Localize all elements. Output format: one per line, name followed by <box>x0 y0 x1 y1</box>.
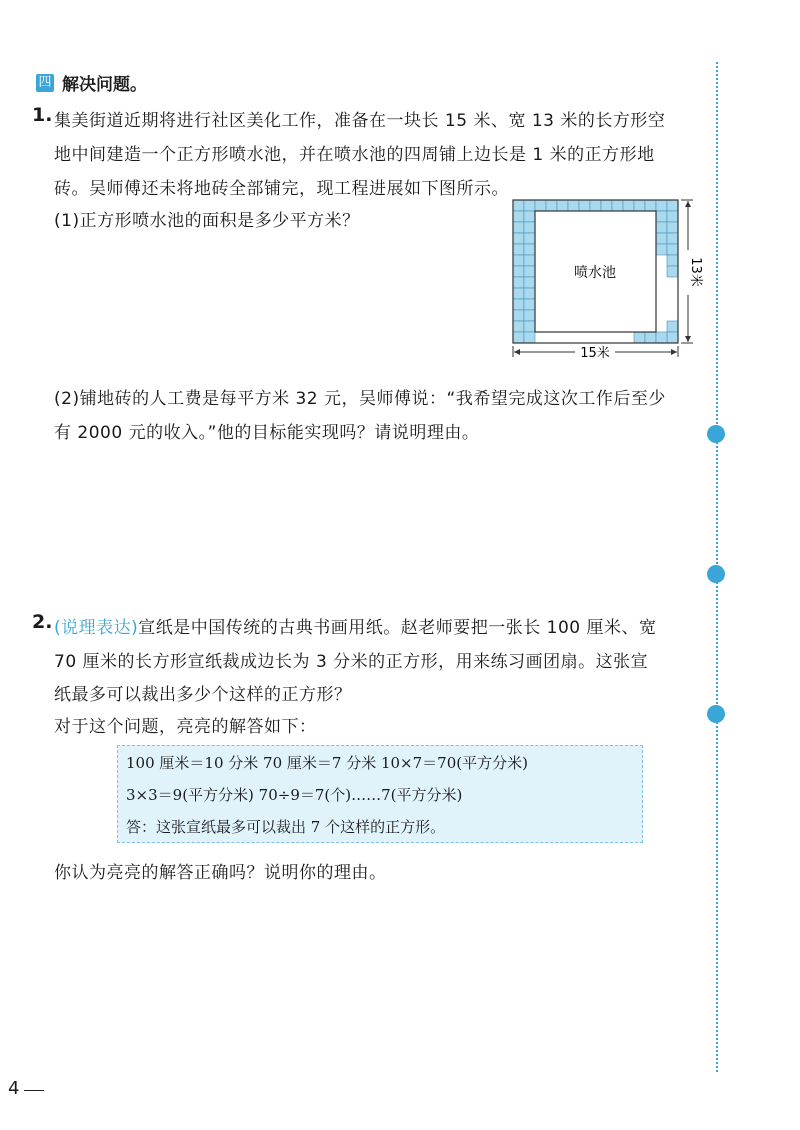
question-1-number: 1. <box>32 104 53 126</box>
floor-tile <box>667 222 678 233</box>
floor-tile <box>513 266 524 277</box>
width-label: 15米 <box>580 346 610 361</box>
question-1-line-3: 砖。吴师傅还未将地砖全部铺完，现工程进展如下图所示。 <box>54 179 509 199</box>
floor-tile <box>524 244 535 255</box>
floor-tile <box>667 244 678 255</box>
margin-marker-icon <box>707 705 725 723</box>
floor-tile <box>557 200 568 211</box>
floor-tile <box>524 288 535 299</box>
floor-tile <box>667 321 678 332</box>
answer-line-2: 3×3＝9(平方分米) 70÷9＝7(个)……7(平方分米) <box>126 786 463 804</box>
floor-tile <box>513 310 524 321</box>
floor-tile <box>524 255 535 266</box>
question-1-sub-2-line-2: 有 2000 元的收入。”他的目标能实现吗？请说明理由。 <box>54 423 480 443</box>
floor-tile <box>524 233 535 244</box>
height-label: 13米 <box>688 257 703 287</box>
floor-tile <box>667 332 678 343</box>
floor-tile <box>546 200 557 211</box>
floor-tile <box>656 200 667 211</box>
floor-tile <box>656 211 667 222</box>
floor-tile <box>524 222 535 233</box>
floor-tile <box>645 332 656 343</box>
margin-marker-icon <box>707 425 725 443</box>
floor-tile <box>634 332 645 343</box>
floor-tile <box>656 244 667 255</box>
floor-tile <box>667 211 678 222</box>
answer-line-1: 100 厘米＝10 分米 70 厘米＝7 分米 10×7＝70(平方分米) <box>126 754 528 772</box>
question-1-line-1: 集美街道近期将进行社区美化工作，准备在一块长 15 米、宽 13 米的长方形空 <box>54 111 666 131</box>
question-2-line-4: 对于这个问题，亮亮的解答如下： <box>54 717 317 737</box>
floor-tile <box>513 288 524 299</box>
question-2-tag: (说理表达) <box>54 618 139 638</box>
floor-tile <box>667 233 678 244</box>
floor-tile <box>513 255 524 266</box>
page-number-rule <box>24 1090 44 1091</box>
floor-tile <box>601 200 612 211</box>
question-2-line-1: (说理表达)宣纸是中国传统的古典书画用纸。赵老师要把一张长 100 厘米、宽 <box>54 618 657 638</box>
floor-tile <box>667 255 678 266</box>
floor-tile <box>513 222 524 233</box>
floor-tile <box>524 299 535 310</box>
question-1-sub-1: (1)正方形喷水池的面积是多少平方米？ <box>54 211 360 231</box>
floor-tile <box>524 200 535 211</box>
margin-marker-icon <box>707 565 725 583</box>
floor-tile <box>656 233 667 244</box>
student-answer-box <box>117 745 643 843</box>
answer-line-3: 答：这张宣纸最多可以裁出 7 个这样的正方形。 <box>126 818 446 836</box>
floor-tile <box>524 310 535 321</box>
floor-tile <box>645 200 656 211</box>
section-title: 解决问题。 <box>62 75 147 95</box>
floor-tile <box>513 233 524 244</box>
floor-tile <box>524 321 535 332</box>
pool-label: 喷水池 <box>574 265 616 281</box>
floor-tile <box>667 200 678 211</box>
section-header <box>36 70 147 95</box>
question-2-line-3: 纸最多可以裁出多少个这样的正方形？ <box>54 685 352 705</box>
page-number: 4 <box>8 1078 20 1099</box>
floor-tile <box>513 332 524 343</box>
question-2-followup: 你认为亮亮的解答正确吗？说明你的理由。 <box>54 863 387 883</box>
floor-tile <box>634 200 645 211</box>
floor-tile <box>656 332 667 343</box>
tile-diagram <box>505 195 705 365</box>
question-2-number: 2. <box>32 611 53 633</box>
floor-tile <box>524 266 535 277</box>
floor-tile <box>513 200 524 211</box>
floor-tile <box>535 200 546 211</box>
floor-tile <box>524 211 535 222</box>
floor-tile <box>524 332 535 343</box>
floor-tile <box>579 200 590 211</box>
floor-tile <box>667 266 678 277</box>
section-badge: 四 <box>36 74 54 92</box>
question-1-line-2: 地中间建造一个正方形喷水池，并在喷水池的四周铺上边长是 1 米的正方形地 <box>54 145 655 165</box>
floor-tile <box>513 244 524 255</box>
floor-tile <box>590 200 601 211</box>
question-1-sub-2-line-1: (2)铺地砖的人工费是每平方米 32 元，吴师傅说：“我希望完成这次工作后至少 <box>54 389 666 409</box>
question-2-line-2: 70 厘米的长方形宣纸裁成边长为 3 分米的正方形，用来练习画团扇。这张宣 <box>54 652 649 672</box>
floor-tile <box>513 277 524 288</box>
floor-tile <box>568 200 579 211</box>
floor-tile <box>513 321 524 332</box>
floor-tile <box>513 299 524 310</box>
floor-tile <box>524 277 535 288</box>
floor-tile <box>623 200 634 211</box>
floor-tile <box>656 222 667 233</box>
floor-tile <box>513 211 524 222</box>
floor-tile <box>612 200 623 211</box>
